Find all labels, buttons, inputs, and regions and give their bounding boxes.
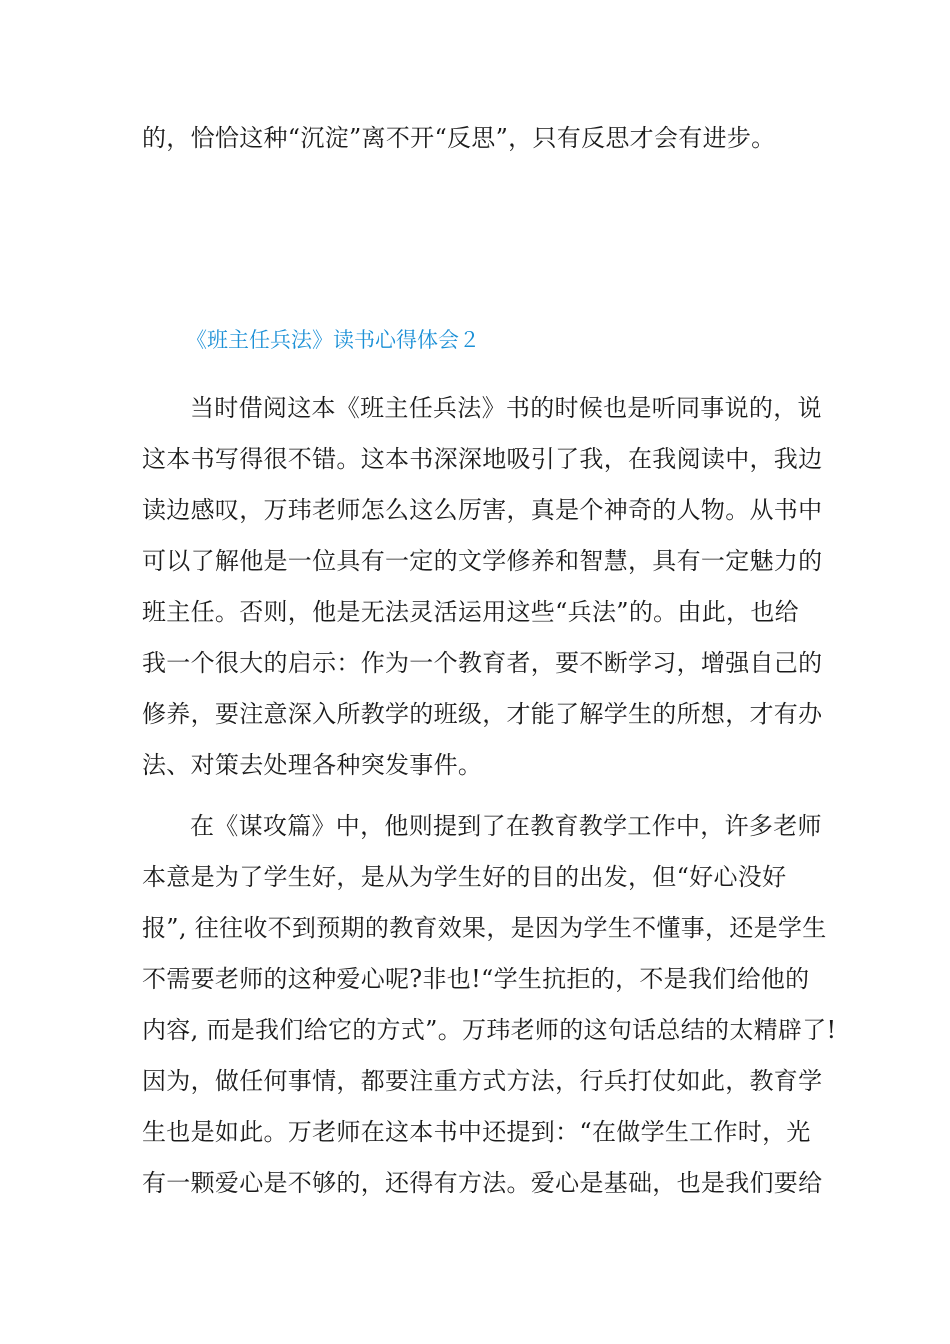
paragraph-line: 报”, 往往收不到预期的教育效果，是因为学生不懂事，还是学生 xyxy=(142,914,827,942)
paragraph-line: 在《谋攻篇》中，他则提到了在教育教学工作中，许多老师 xyxy=(190,812,822,840)
paragraph-line: 的，恰恰这种“沉淀”离不开“反思”，只有反思才会有进步。 xyxy=(142,124,776,152)
paragraph-line: 本意是为了学生好，是从为学生好的目的出发，但“好心没好 xyxy=(142,863,787,891)
paragraph-line: 读边感叹，万玮老师怎么这么厉害，真是个神奇的人物。从书中 xyxy=(142,496,823,524)
paragraph-line: 法、对策去处理各种突发事件。 xyxy=(142,751,483,779)
paragraph-line: 当时借阅这本《班主任兵法》书的时候也是听同事说的，说 xyxy=(190,394,822,422)
paragraph-line: 生也是如此。万老师在这本书中还提到：“在做学生工作时，光 xyxy=(142,1118,811,1146)
section-heading: 《班主任兵法》读书心得体会２ xyxy=(186,328,480,352)
paragraph-line: 这本书写得很不错。这本书深深地吸引了我，在我阅读中，我边 xyxy=(142,445,823,473)
paragraph-line: 不需要老师的这种爱心呢?非也!“学生抗拒的，不是我们给他的 xyxy=(142,965,810,993)
paragraph-line: 班主任。否则，他是无法灵活运用这些“兵法”的。由此，也给 xyxy=(142,598,799,626)
paragraph-line: 因为，做任何事情，都要注重方式方法，行兵打仗如此，教育学 xyxy=(142,1067,823,1095)
paragraph-line: 修养，要注意深入所教学的班级，才能了解学生的所想，才有办 xyxy=(142,700,823,728)
paragraph-line: 我一个很大的启示：作为一个教育者，要不断学习，增强自己的 xyxy=(142,649,823,677)
paragraph-line: 内容, 而是我们给它的方式”。万玮老师的这句话总结的太精辟了! xyxy=(142,1016,837,1044)
paragraph-line: 可以了解他是一位具有一定的文学修养和智慧，具有一定魅力的 xyxy=(142,547,823,575)
paragraph-line: 有一颗爱心是不够的，还得有方法。爱心是基础，也是我们要给 xyxy=(142,1169,823,1197)
